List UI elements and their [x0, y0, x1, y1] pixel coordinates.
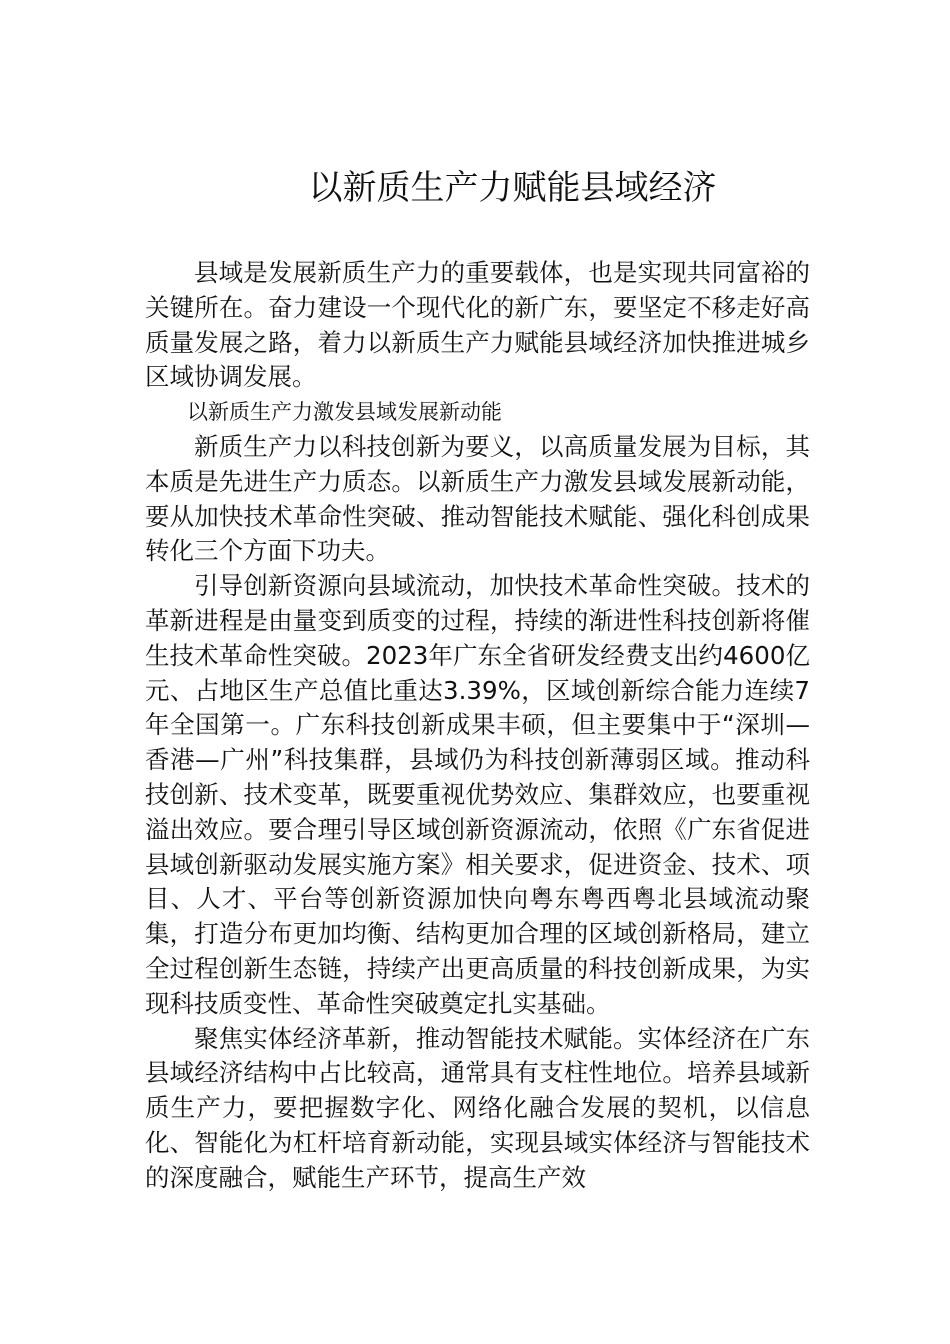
paragraph-essence: 新质生产力以科技创新为要义，以高质量发展为目标，其本质是先进生产力质态。以新质生产力激发县域发展新动能，要从加快技术革命性突破、推动智能技术赋能、强化科创成果转化三个方面下功夫。 — [145, 431, 810, 566]
paragraph-intro: 县域是发展新质生产力的重要载体，也是实现共同富裕的关键所在。奋力建设一个现代化的新广东，要坚定不移走好高质量发展之路，着力以新质生产力赋能县域经济加快推进城乡区域协调发展。 — [145, 258, 810, 392]
document-body — [145, 256, 810, 1196]
section-heading: 以新质生产力激发县域发展新动能 — [187, 400, 502, 425]
document-title: 以新质生产力赋能县域经济 — [308, 168, 717, 208]
paragraph-innovation-resources: 引导创新资源向县域流动，加快技术革命性突破。技术的革新进程是由量变到质变的过程，持续的渐进性科技创新将催生技术革命性突破。2023年广东全省研发经费支出约4600亿元、占地区生产总值比重达3.39%，区域创新综合能力连续7年全国第一。广东科技创新成果丰硕，但主要集中于“深圳—香港—广州”科技集群，县域仍为科技创新薄弱区域。推动科技创新、技术变革，既要重视优势效应、集群效应，也要重视溢出效应。要合理引导区域创新资源流动，依照《广东省促进县域创新驱动发展实施方案》相关要求，促进资金、技术、项目、人才、平台等创新资源加快向粤东粤西粤北县域流动聚集，打造分布更加均衡、结构更加合理的区域创新格局，建立全过程创新生态链，持续产出更高质量的科技创新成果，为实现科技质变性、革命性突破奠定扎实基础。 — [145, 571, 810, 1018]
paragraph-real-economy: 聚焦实体经济革新，推动智能技术赋能。实体经济在广东县域经济结构中占比较高，通常具有支柱性地位。培养县域新质生产力，要把握数字化、网络化融合发展的契机，以信息化、智能化为杠杆培育新动能，实现县域实体经济与智能技术的深度融合，赋能生产环节，提高生产效 — [145, 1023, 810, 1192]
